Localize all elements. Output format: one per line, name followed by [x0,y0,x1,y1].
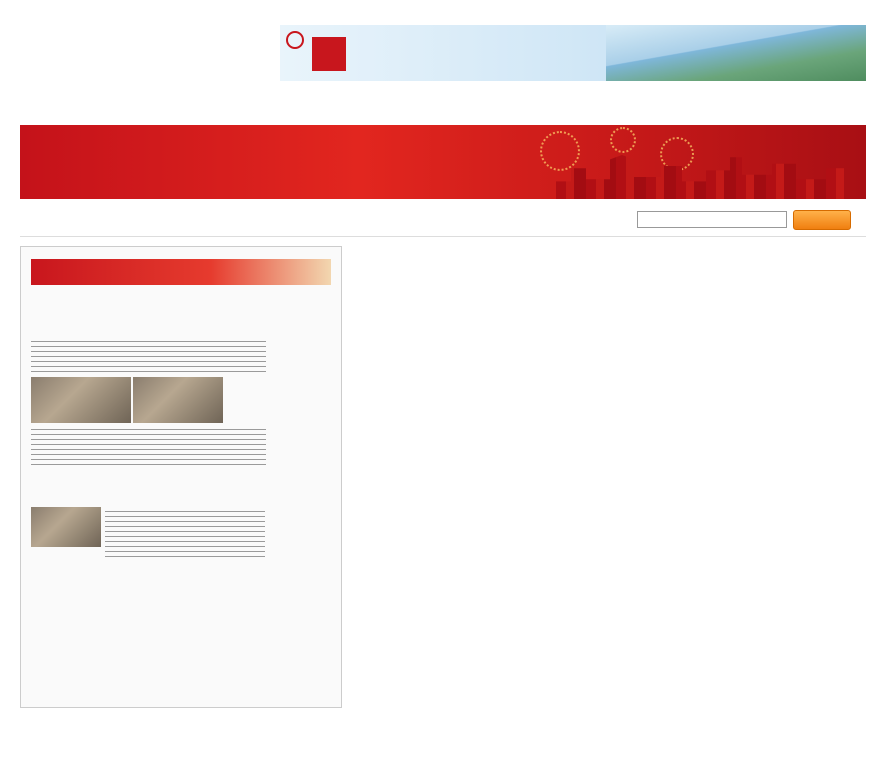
search-button[interactable] [793,210,851,230]
banner-zai-char [312,37,346,71]
np-photo [133,377,223,423]
np-photo [31,377,131,423]
search-input[interactable] [637,211,787,228]
firework-decoration [610,127,636,153]
party-emblem-icon [286,31,304,49]
slogan-banner [20,125,866,199]
np-text-block [31,427,266,467]
city-skyline-decoration [556,155,856,199]
np-text-block [105,509,265,561]
banner-landscape-image [606,25,866,81]
top-banner[interactable] [280,25,866,81]
site-logo[interactable] [20,22,260,108]
firework-decoration [540,131,580,171]
media-nav [281,92,866,103]
newspaper-page-image[interactable] [20,246,342,708]
np-photo [31,507,101,547]
firework-decoration [660,137,694,171]
np-page-header [31,259,331,285]
divider [20,236,866,237]
np-text-block [31,339,266,375]
